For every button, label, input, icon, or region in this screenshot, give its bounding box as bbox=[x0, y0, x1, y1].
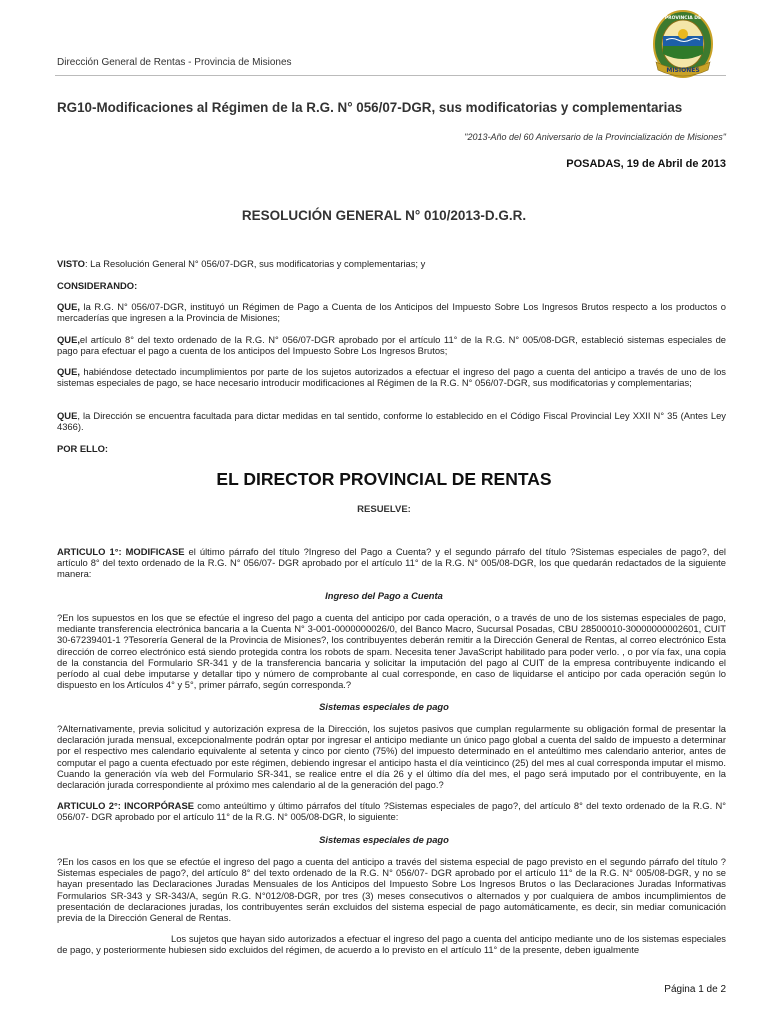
que-paragraph-1: QUE, la R.G. N° 056/07-DGR, instituyó un Régimen de Pago a Cuenta de los Anticipos del Impuesto Sobre Los Ingresos Brutos respecto a los productos o mercaderías que ingresen a la Provincia de Misiones; bbox=[57, 301, 726, 324]
director-heading: EL DIRECTOR PROVINCIAL DE RENTAS bbox=[216, 469, 552, 489]
document-title: RG10-Modificaciones al Régimen de la R.G. N° 056/07-DGR, sus modificatorias y complementarias bbox=[57, 100, 683, 115]
motto: "2013-Año del 60 Aniversario de la Provincialización de Misiones" bbox=[464, 132, 726, 142]
article-1: ARTICULO 1°: MODIFICASE el último párrafo del título ?Ingreso del Pago a Cuenta? y el segundo párrafo del título ?Sistemas especiales de pago?, del artículo 8° del texto ordenado de la R.G. N° 056/07- DGR aprobado por el artículo 11° de la R.G. N° 005/08-DGR, los que quedarán redactados de la siguiente manera: bbox=[57, 546, 726, 580]
article-1-paragraph-2: ?Alternativamente, previa solicitud y autorización expresa de la Dirección, los sujetos pasivos que cumplan regularmente su obligación formal de presentar la declaración jurada mensual, excepcionalmente podrán optar por ingresar el anticipo mediante un único pago global a cuenta del saldo de impuesto a determinar por el respectivo mes calendario equivalente al setenta y cinco por ciento (75%) del impuesto determinado en el anteúltimo mes calendario anterior, antes de computar el pago a cuenta efectuado por este régimen, debiendo ingresar el anticipo hasta el día veinticinco (25) del mes al cual corresponda imputar el mismo. Cuando la generación vía web del Formulario SR-341, se realice entre el día 26 y el último día del mes, el pago será imputado por el contribuyente, en la declaración jurada correspondiente al próximo mes calendario al de la generación del pago.? bbox=[57, 723, 726, 791]
que-paragraph-3: QUE, habiéndose detectado incumplimientos por parte de los sujetos autorizados a efectuar el ingreso del pago a cuenta del anticipo a través de uno de los sistemas especiales de pago, se hace necesario introducir modificaciones al Régimen de la R.G. N° 056/07-DGR, sus modificatorias y complementarias; bbox=[57, 366, 726, 389]
visto-paragraph bbox=[57, 258, 726, 269]
article-2-paragraph-1: ?En los casos en los que se efectúe el ingreso del pago a cuenta del anticipo a través del sistema especial de pago previsto en el segundo párrafo del título ?Sistemas especiales de pago?, del artículo 8° del texto ordenado de la R.G. N° 056/07- DGR aprobado por el artículo 11° de la R.G. N° 005/08-DGR, y no se hayan presentado las Declaraciones Juradas Mensuales de los Anticipos del Impuesto Sobre Los Ingresos Brutos o las Declaraciones Juradas Informativas Formularios SR-343 y SR-343/A, según R.G. N°012/08-DGR, por tres (3) meses consecutivos o alternados y por cualquiera de ambos incumplimientos de presentación de declaraciones juradas, los contribuyentes serán excluidos del sistema especial de pago automáticamente, es decir, sin mediar comunicación previa de la Dirección General de Rentas. bbox=[57, 856, 726, 924]
article-2: ARTICULO 2°: INCORPÓRASE como anteúltimo y último párrafos del título ?Sistemas especiales de pago?, del artículo 8° del texto ordenado de la R.G. N° 056/07- DGR aprobado por el artículo 11° de la R.G. N° 005/08-DGR, lo siguiente: bbox=[57, 800, 727, 823]
considerando-heading: CONSIDERANDO: bbox=[57, 280, 138, 291]
que-paragraph-4: QUE, la Dirección se encuentra facultada para dictar medidas en tal sentido, conforme lo establecido en el Código Fiscal Provincial Ley XXII N° 35 (Antes Ley 4366). bbox=[57, 410, 726, 433]
place-date: POSADAS, 19 de Abril de 2013 bbox=[566, 158, 726, 170]
por-ello-heading: POR ELLO: bbox=[57, 443, 109, 454]
svg-text:MISIONES: MISIONES bbox=[666, 67, 700, 74]
svg-text:PROVINCIA DE: PROVINCIA DE bbox=[664, 16, 702, 21]
province-seal-logo bbox=[652, 10, 714, 80]
resuelve-heading: RESUELVE: bbox=[357, 504, 411, 515]
header-divider bbox=[55, 75, 726, 76]
page-number: Página 1 de 2 bbox=[664, 984, 726, 995]
header-organization: Dirección General de Rentas - Provincia de Misiones bbox=[57, 57, 292, 68]
subheading-ingreso-pago: Ingreso del Pago a Cuenta bbox=[325, 590, 443, 601]
que-paragraph-2: QUE,el artículo 8° del texto ordenado de la R.G. N° 056/07-DGR aprobado por el artículo 11° de la R.G. N° 005/08-DGR, estableció sistemas especiales de pago para efectuar el pago a cuenta de los anticipos del Impuesto Sobre Los Ingresos Brutos; bbox=[57, 334, 726, 357]
visto-text: : La Resolución General N° 056/07-DGR, sus modificatorias y complementarias; y bbox=[84, 258, 426, 269]
article-1-paragraph-1: ?En los supuestos en los que se efectúe el ingreso del pago a cuenta del anticipo por cada operación, o a través de uno de los sistemas especiales de pago, mediante transferencia electrónica bancaria a la Cuenta N° 3-001-0000000026/0, del Banco Macro, Sucursal Posadas, CBU 28500010-30000000002601, CUIT 30-67239401-1 ?Tesorería General de la Provincia de Misiones?, los contribuyentes deberán remitir a la Dirección General de Rentas, al correo electrónico Esta dirección de correo electrónico está siendo protegida contra los robots de spam. Necesita tener JavaScript habilitado para poder verlo. , o por vía fax, una copia de la constancia del Formulario SR-341 y de la transferencia bancaria y solicitar la imputación del pago al CUIT de la empresa contribuyente indicando el período al cual debe imputarse y detallar tipo y número de comprobante al cual corresponde, en caso de liquidarse el anticipo por cada operación según lo dispuesto en los Artículos 4° y 5°, primer párrafo, según corresponda.? bbox=[57, 612, 726, 691]
resolution-title: RESOLUCIÓN GENERAL N° 010/2013-D.G.R. bbox=[241, 208, 527, 223]
subheading-sistemas-especiales-1: Sistemas especiales de pago bbox=[319, 701, 449, 712]
article-2-paragraph-2: Los sujetos que hayan sido autorizados a efectuar el ingreso del pago a cuenta del anticipo mediante uno de los sistemas especiales de pago, y posteriormente hubiesen sido excluidos del régimen, de acuerdo a lo previsto en el artículo 11° de la presente, deben igualmente bbox=[57, 933, 726, 956]
subheading-sistemas-especiales-2: Sistemas especiales de pago bbox=[319, 834, 449, 845]
visto-label: VISTO bbox=[57, 258, 85, 269]
